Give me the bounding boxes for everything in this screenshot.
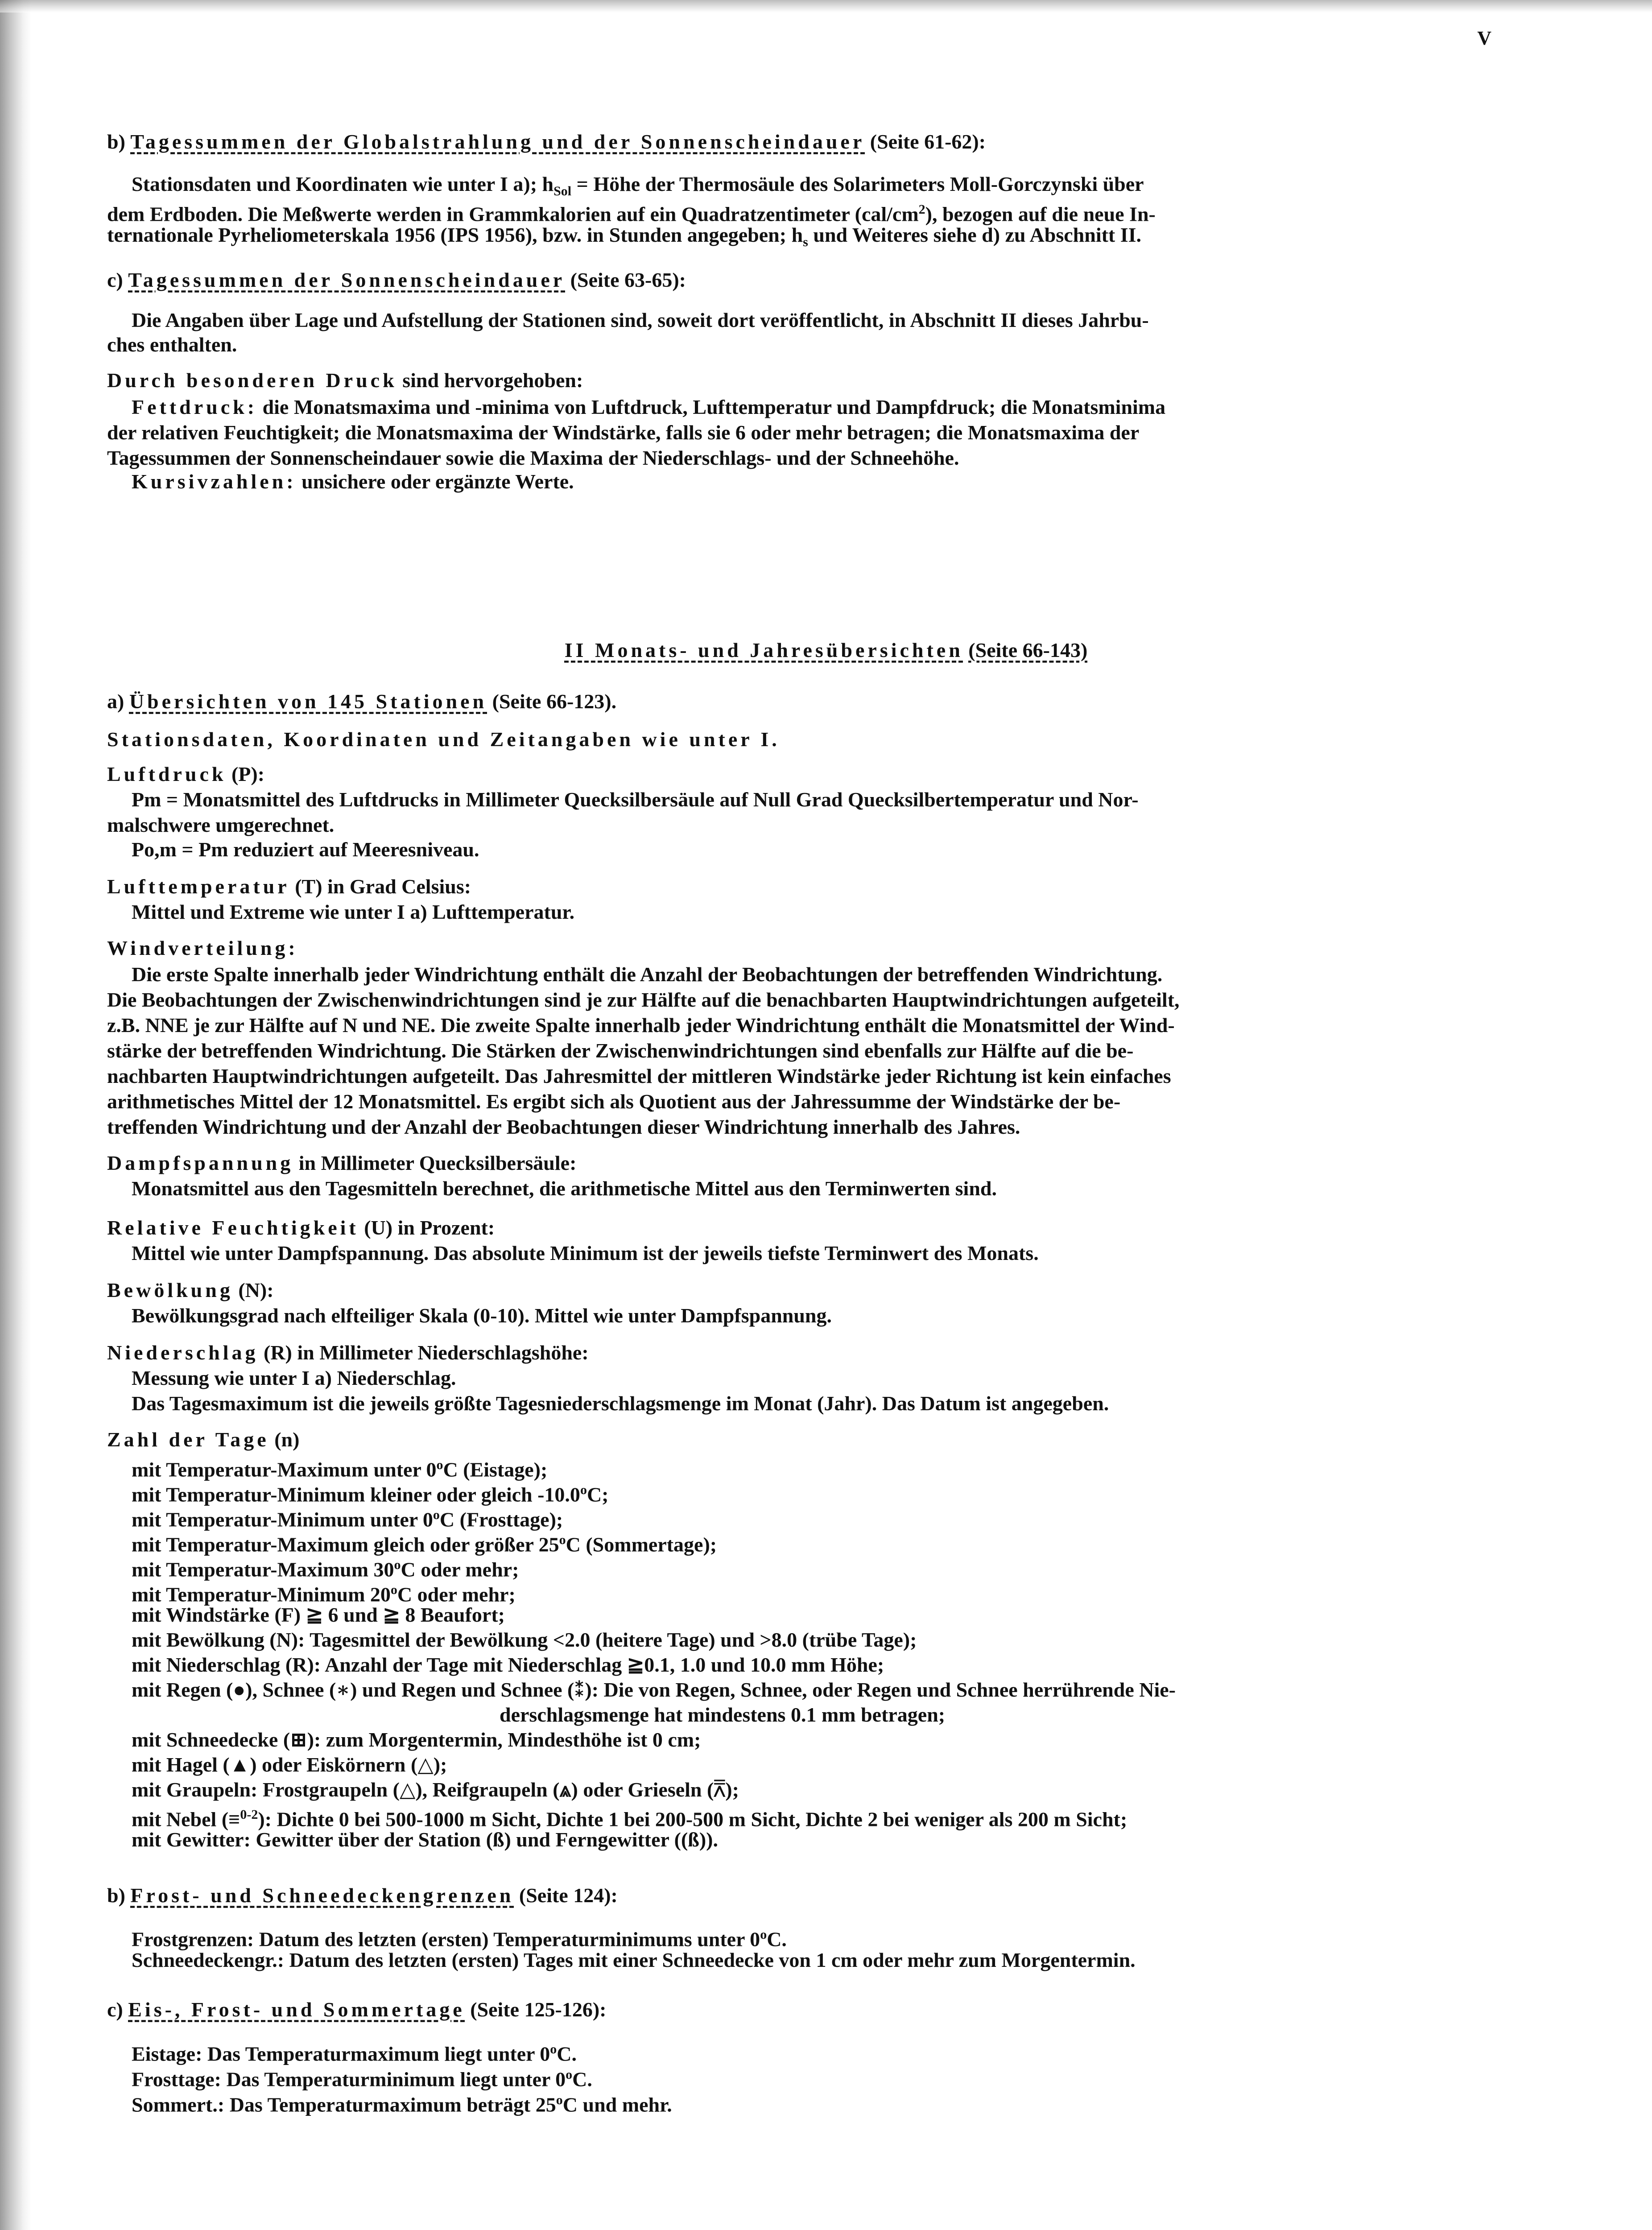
list-item: mit Temperatur-Minimum unter 0$^o$C (Frosttage); [132,1507,563,1531]
text-line: dem Erdboden. Die Meßwerte werden in Grammkalorien auf ein Quadratzentimeter $(cal/cm^2)$, bezogen auf die neue In- [107,202,1156,226]
list-item: mit Hagel (▲) oder Eiskörnern (△); [132,1753,447,1776]
text-line: Sommert.: Das Temperaturmaximum beträgt 25$^o$C und mehr. [132,2093,672,2116]
text-line: stärke der betreffenden Windrichtung. Die Stärken der Zwischenwindrichtungen sind ebenfalls zur Hälfte auf die be- [107,1039,1134,1062]
text-line: Po,m = Pm reduziert auf Meeresniveau. [132,838,479,861]
text-line: z.B. NNE je zur Hälfte auf N und NE. Die zweite Spalte innerhalb jeder Windrichtung enthält die Monatsmittel der Wind- [107,1014,1175,1037]
zahl-der-tage-heading: Zahl der Tage (n) [107,1428,300,1451]
text-line: Das Tagesmaximum ist die jeweils größte Tagesniederschlagsmenge im Monat (Jahr). Das Datum ist angegeben. [132,1392,1109,1415]
text-line: Pm = Monatsmittel des Luftdrucks in Millimeter Quecksilbersäule auf Null Grad Quecksilbertemperatur und Nor- [132,788,1139,811]
windverteilung-heading: Windverteilung: [107,937,298,959]
text-line: Frostgrenzen: Datum des letzten (ersten) Temperaturminimums unter 0$^o$C. [132,1927,787,1951]
text-line: nachbarten Hauptwindrichtungen aufgeteilt. Das Jahresmittel der mittleren Windstärke jeder Richtung ist kein einfaches [107,1065,1171,1087]
page-number: V [1477,27,1491,49]
text-line: Mittel und Extreme wie unter I a) Lufttemperatur. [132,900,575,923]
text-line: Frosttage: Das Temperaturminimum liegt unter 0$^o$C. [132,2067,592,2091]
text-line: Stationsdaten, Koordinaten und Zeitangaben wie unter I. [107,728,780,751]
niederschlag-heading: Niederschlag (R) in Millimeter Niederschlagshöhe: [107,1341,589,1364]
bewoelkung-heading: Bewölkung (N): [107,1279,274,1301]
text-line: Eistage: Das Temperaturmaximum liegt unter 0$^o$C. [132,2042,577,2065]
list-item: mit Temperatur-Minimum 20$^o$C oder mehr; [132,1582,516,1606]
text-line: der relativen Feuchtigkeit; die Monatsmaxima der Windstärke, falls sie 6 oder mehr betragen; die Monatsmaxima der [107,421,1140,444]
list-item: mit Bewölkung (N): Tagesmittel der Bewölkung <2.0 (heitere Tage) und >8.0 (trübe Tage); [132,1628,917,1651]
text-line: Monatsmittel aus den Tagesmitteln berechnet, die arithmetische Mittel aus den Terminwerten sind. [132,1177,997,1200]
list-item: mit Schneedecke (⊞): zum Morgentermin, Mindesthöhe ist 0 cm; [132,1728,701,1751]
scan-edge-left [0,0,31,2230]
list-item: mit Graupeln: Frostgraupeln (△), Reifgraupeln (⩓) oder Grieseln (⩞); [132,1778,739,1801]
text-line: malschwere umgerechnet. [107,814,335,836]
list-item-continued: derschlagsmenge hat mindestens 0.1 mm betragen; [500,1703,946,1726]
list-item: mit Regen (●), Schnee (∗) und Regen und Schnee (⁑): Die von Regen, Schnee, oder Regen und Schnee herrührende Nie- [132,1678,1176,1701]
text-line: Bewölkungsgrad nach elfteiliger Skala (0-10). Mittel wie unter Dampfspannung. [132,1304,832,1327]
section-c-heading: c) Tagessummen der Sonnenscheindauer (Seite 63-65): [107,268,686,291]
feuchtigkeit-heading: Relative Feuchtigkeit (U) in Prozent: [107,1216,495,1239]
list-item: mit Gewitter: Gewitter über der Station (ß) und Ferngewitter ((ß)). [132,1828,718,1851]
druck-heading: Durch besonderen Druck sind hervorgehoben: [107,369,583,392]
text-line: treffenden Windrichtung und der Anzahl der Beobachtungen dieser Windrichtung innerhalb des Jahres. [107,1115,1020,1138]
fettdruck-line: Fettdruck: die Monatsmaxima und -minima von Luftdruck, Lufttemperatur und Dampfdruck; die Monatsminima [132,396,1166,418]
list-item: mit Niederschlag (R): Anzahl der Tage mit Niederschlag ≧0.1, 1.0 und 10.0 mm Höhe; [132,1653,884,1676]
section-ii-c-heading: c) Eis-, Frost- und Sommertage (Seite 125-126): [107,1998,607,2021]
scan-edge-top [0,0,1652,12]
text-line: arithmetisches Mittel der 12 Monatsmittel. Es ergibt sich als Quotient aus der Jahressumme der Windstärke der be- [107,1090,1121,1113]
text-line: ternationale Pyrheliometerskala 1956 (IPS 1956), bzw. in Stunden angegeben; $h_s$ und Weiteres siehe d) zu Abschnitt II. [107,223,1142,250]
section-ii-b-heading: b) Frost- und Schneedeckengrenzen (Seite 124): [107,1884,618,1907]
text-line: Schneedeckengr.: Datum des letzten (ersten) Tages mit einer Schneedecke von 1 cm oder mehr zum Morgentermin. [132,1949,1136,1971]
list-item: mit Temperatur-Maximum unter 0$^o$C (Eistage); [132,1458,548,1481]
text-line: Tagessummen der Sonnenscheindauer sowie die Maxima der Niederschlags- und der Schneehöhe. [107,446,959,469]
kursiv-line: Kursivzahlen: unsichere oder ergänzte Werte. [132,470,574,493]
luftdruck-heading: Luftdruck (P): [107,763,265,785]
section-c-title: Tagessummen der Sonnenscheindauer [128,268,566,291]
list-item: mit Temperatur-Minimum kleiner oder gleich -10.0$^o$C; [132,1483,609,1506]
section-b-title: Tagessummen der Globalstrahlung und der Sonnenscheindauer [130,130,865,153]
list-item: mit Windstärke (F) ≧ 6 und ≧ 8 Beaufort; [132,1603,505,1626]
text-line: ches enthalten. [107,333,237,356]
list-item: mit Nebel (≡$^{0-2}$): Dichte 0 bei 500-1000 m Sicht, Dichte 1 bei 200-500 m Sicht, Dichte 2 bei weniger als 200 m Sicht; [132,1807,1127,1831]
dampfspannung-heading: Dampfspannung in Millimeter Quecksilbersäule: [107,1152,577,1174]
text-line: Mittel wie unter Dampfspannung. Das absolute Minimum ist der jeweils tiefste Terminwert des Monats. [132,1242,1039,1264]
lufttemperatur-heading: Lufttemperatur (T) in Grad Celsius: [107,875,471,898]
text-line: Die erste Spalte innerhalb jeder Windrichtung enthält die Anzahl der Beobachtungen der betreffenden Windrichtung. [132,963,1163,986]
text-line: Die Beobachtungen der Zwischenwindrichtungen sind je zur Hälfte auf die benachbarten Hauptwindrichtungen aufgeteilt, [107,988,1180,1011]
text-line: Stationsdaten und Koordinaten wie unter I a); $h_{Sol}$ = Höhe der Thermosäule des Solarimeters Moll-Gorczynski über [132,173,1144,199]
text-line: Die Angaben über Lage und Aufstellung der Stationen sind, soweit dort veröffentlicht, in Abschnitt II dieses Jahrbu- [132,309,1149,331]
section-ii-a-heading: a) Übersichten von 145 Stationen (Seite 66-123). [107,690,617,713]
text-line: Messung wie unter I a) Niederschlag. [132,1367,456,1389]
section-ii-title: II Monats- und Jahresübersichten (Seite 66-143) [564,639,1088,661]
list-item: mit Temperatur-Maximum 30$^o$C oder mehr; [132,1557,519,1581]
list-item: mit Temperatur-Maximum gleich oder größer 25$^o$C (Sommertage); [132,1532,717,1556]
section-b-heading: b) Tagessummen der Globalstrahlung und der Sonnenscheindauer (Seite 61-62): [107,130,986,153]
